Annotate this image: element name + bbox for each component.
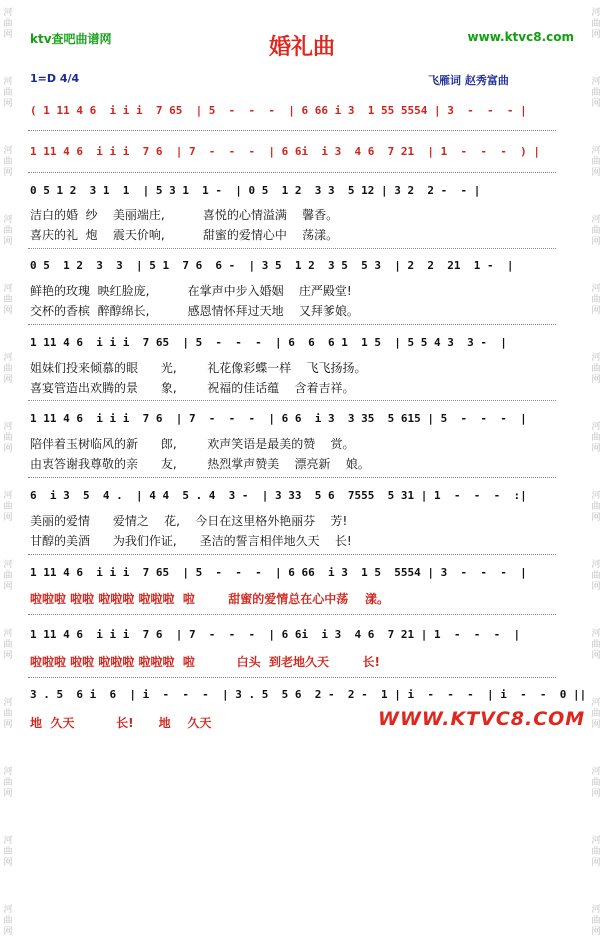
watermark-column-right (588, 0, 604, 937)
watermark-text: 河曲网 (591, 146, 601, 178)
watermark-text: 河曲网 (591, 353, 601, 385)
watermark-text: 河曲网 (3, 353, 13, 385)
watermark-text: 河曲网 (3, 560, 13, 592)
notation-line: 0 5 1 2 3 3 | 5 1 7 6 6 - | 3 5 1 2 3 5 5 3 | 2 2 21 1 - | (30, 259, 514, 272)
lyric-line: 甘醇的美酒 为我们作证, 圣洁的誓言相伴地久天 长! (30, 534, 352, 548)
watermark-text: 河曲网 (591, 767, 601, 799)
notation-line: 1 11 4 6 i i i 7 65 | 5 - - - | 6 66 i 3 1 5 5554 | 3 - - - | (30, 566, 527, 579)
watermark-text: 河曲网 (3, 836, 13, 868)
watermark-text: 河曲网 (591, 629, 601, 661)
divider (28, 324, 556, 325)
watermark-text: 河曲网 (591, 8, 601, 40)
notation-line: 3 . 5 6 i 6 | i - - - | 3 . 5 5 6 2 - 2 - 1 | i - - - | i - - 0 || (30, 688, 587, 701)
lyric-line: 陪伴着玉树临风的新 郎, 欢声笑语是最美的赞 赏。 (30, 437, 355, 451)
divider (28, 477, 556, 478)
divider (28, 172, 556, 173)
notation-line: 6 i 3 5 4 . | 4 4 5 . 4 3 - | 3 33 5 6 7555 5 31 | 1 - - - :| (30, 489, 527, 502)
lyric-line: 喜宴管造出欢腾的景 象, 祝福的佳话蕴 含着吉祥。 (30, 381, 355, 395)
watermark-text: 河曲网 (3, 422, 13, 454)
song-title: 婚礼曲 (268, 34, 335, 60)
lyric-line: 喜庆的礼 炮 震天价响, 甜蜜的爱情心中 荡漾。 (30, 228, 339, 242)
watermark-text: 河曲网 (591, 491, 601, 523)
divider (28, 400, 556, 401)
lyric-line: 啦啦啦 啦啦 啦啦啦 啦啦啦 啦 甜蜜的爱情总在心中荡 漾。 (30, 592, 390, 606)
divider (28, 130, 556, 131)
divider (28, 554, 556, 555)
lyric-line: 姐妹们投来倾慕的眼 光, 礼花像彩蝶一样 飞飞扬扬。 (30, 361, 367, 375)
divider (28, 614, 556, 615)
watermark-text: 河曲网 (3, 146, 13, 178)
watermark-text: 河曲网 (3, 8, 13, 40)
site-url-right: www.ktvc8.com (467, 30, 574, 44)
watermark-text: 河曲网 (3, 215, 13, 247)
watermark-text: 河曲网 (3, 698, 13, 730)
watermark-text: 河曲网 (3, 491, 13, 523)
watermark-column-left (0, 0, 16, 937)
watermark-text: 河曲网 (3, 629, 13, 661)
notation-line: ( 1 11 4 6 i i i 7 65 | 5 - - - | 6 66 i 3 1 55 5554 | 3 - - - | (30, 104, 527, 117)
watermark-text: 河曲网 (591, 284, 601, 316)
lyric-line: 地 久天 长! 地 久天 (30, 716, 212, 730)
site-logo: WWW.KTVC8.COM (378, 708, 586, 730)
lyric-line: 洁白的婚 纱 美丽端庄, 喜悦的心情溢满 馨香。 (30, 208, 339, 222)
key-signature: 1=D 4/4 (30, 72, 80, 85)
watermark-text: 河曲网 (3, 905, 13, 937)
lyric-line: 啦啦啦 啦啦 啦啦啦 啦啦啦 啦 白头 到老地久天 长! (30, 655, 380, 669)
watermark-text: 河曲网 (3, 77, 13, 109)
watermark-text: 河曲网 (591, 836, 601, 868)
notation-line: 1 11 4 6 i i i 7 65 | 5 - - - | 6 6 6 1 1 5 | 5 5 4 3 3 - | (30, 336, 507, 349)
notation-line: 1 11 4 6 i i i 7 6 | 7 - - - | 6 6 i 3 3 35 5 615 | 5 - - - | (30, 412, 527, 425)
notation-line: 0 5 1 2 3 1 1 | 5 3 1 1 - | 0 5 1 2 3 3 5 12 | 3 2 2 - - | (30, 184, 481, 197)
watermark-text: 河曲网 (591, 215, 601, 247)
lyric-line: 美丽的爱情 爱情之 花, 今日在这里格外艳丽芬 芳! (30, 514, 348, 528)
watermark-text: 河曲网 (591, 77, 601, 109)
lyric-line: 由衷答谢我尊敬的亲 友, 热烈掌声赞美 漂亮新 娘。 (30, 457, 370, 471)
lyric-line: 交杯的香槟 醉醇绵长, 感恩情怀拜过天地 又拜爹娘。 (30, 304, 359, 318)
watermark-text: 河曲网 (591, 698, 601, 730)
watermark-text: 河曲网 (591, 905, 601, 937)
watermark-text: 河曲网 (3, 284, 13, 316)
notation-line: 1 11 4 6 i i i 7 6 | 7 - - - | 6 6i i 3 4 6 7 21 | 1 - - - ) | (30, 145, 540, 158)
notation-line: 1 11 4 6 i i i 7 6 | 7 - - - | 6 6i i 3 4 6 7 21 | 1 - - - | (30, 628, 521, 641)
site-name-left: ktv查吧曲谱网 (30, 32, 112, 46)
lyric-line: 鲜艳的玫瑰 映红脸庞, 在掌声中步入婚姻 庄严殿堂! (30, 284, 352, 298)
watermark-text: 河曲网 (591, 422, 601, 454)
divider (28, 248, 556, 249)
watermark-text: 河曲网 (3, 767, 13, 799)
divider (28, 677, 556, 678)
song-credits: 飞雁词 赵秀富曲 (428, 74, 509, 87)
watermark-text: 河曲网 (591, 560, 601, 592)
